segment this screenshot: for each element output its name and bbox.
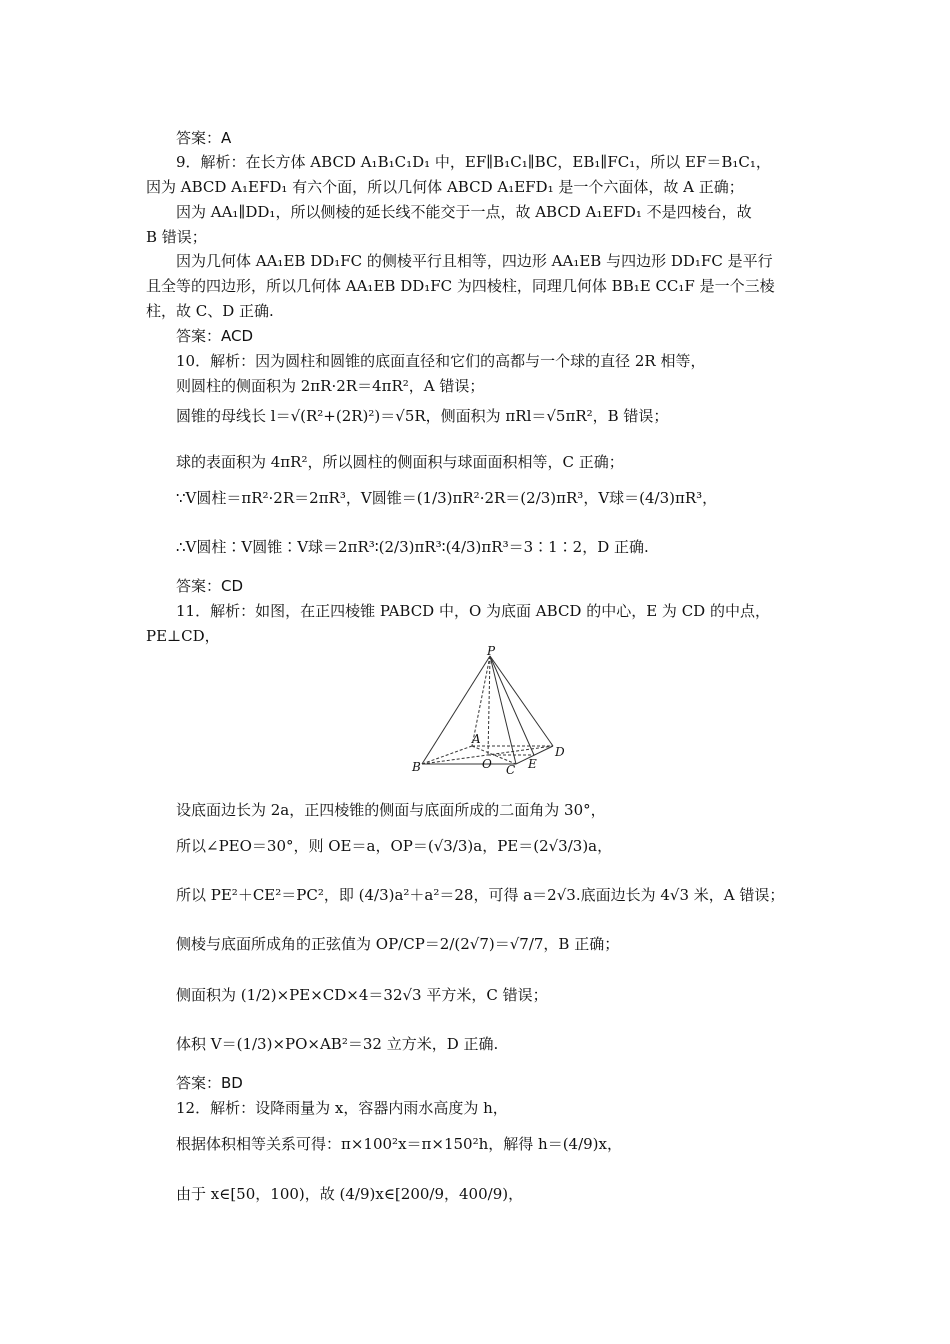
solution-11-line-2: PE⊥CD， <box>146 627 220 645</box>
segment-pe <box>490 656 534 755</box>
solution-10-line-6: ∴V圆柱∶V圆锥∶V球＝2πR³∶(2/3)πR³∶(4/3)πR³＝3∶1∶2，D 正确. <box>176 538 649 556</box>
answer-line-10: 答案：CD <box>176 577 244 595</box>
solution-11-line-1: 11．解析：如图，在正四棱锥 PABCD 中，O 为底面 ABCD 的中心，E 为 CD 的中点， <box>176 602 770 620</box>
label-p: P <box>487 646 496 658</box>
solution-12-line-1: 12．解析：设降雨量为 x，容器内雨水高度为 h， <box>176 1099 508 1117</box>
solution-9-line-3: 因为 AA₁∥DD₁，所以侧棱的延长线不能交于一点，故 ABCD A₁EFD₁ 不是四棱台，故 <box>176 203 752 221</box>
label-a: A <box>472 732 481 746</box>
solution-11-line-8: 体积 V＝(1/3)×PO×AB²＝32 立方米，D 正确. <box>176 1035 499 1053</box>
answer-line-8: 答案：A <box>176 129 232 147</box>
solution-10-line-4: 球的表面积为 4πR²，所以圆柱的侧面积与球面面积相等，C 正确； <box>176 453 624 471</box>
solution-9-line-6: 且全等的四边形，所以几何体 AA₁EB DD₁FC 为四棱柱，同理几何体 BB₁E CC₁F 是一个三棱 <box>146 277 775 295</box>
solution-12-line-2: 根据体积相等关系可得：π×100²x＝π×150²h，解得 h＝(4/9)x， <box>176 1135 622 1153</box>
answer-line-11: 答案：BD <box>176 1074 243 1092</box>
solution-11-line-3: 设底面边长为 2a，正四棱锥的侧面与底面所成的二面角为 30°， <box>176 801 606 819</box>
edge-pb <box>422 656 490 764</box>
solution-11-line-6: 侧棱与底面所成角的正弦值为 OP/CP＝2/(2√7)＝√7/7，B 正确； <box>176 935 620 953</box>
solution-11-line-5: 所以 PE²＋CE²＝PC²，即 (4/3)a²＋a²＝28，可得 a＝2√3.底面边长为 4√3 米，A 错误； <box>176 886 785 904</box>
label-o: O <box>482 757 492 771</box>
solution-9-line-1: 9．解析：在长方体 ABCD A₁B₁C₁D₁ 中，EF∥B₁C₁∥BC，EB₁∥FC₁，所以 EF＝B₁C₁， <box>176 153 771 171</box>
label-e: E <box>528 757 537 771</box>
pyramid-figure <box>408 646 578 778</box>
solution-10-line-5: ∵V圆柱＝πR²·2R＝2πR³，V圆锥＝(1/3)πR²·2R＝(2/3)πR³，V球＝(4/3)πR³， <box>176 489 718 507</box>
solution-9-line-5: 因为几何体 AA₁EB DD₁FC 的侧棱平行且相等，四边形 AA₁EB 与四边形 DD₁FC 是平行 <box>176 252 773 270</box>
solution-11-line-7: 侧面积为 (1/2)×PE×CD×4＝32√3 平方米，C 错误； <box>176 986 548 1004</box>
edge-pd <box>490 656 553 746</box>
solution-9-line-4: B 错误； <box>146 228 207 246</box>
solution-12-line-3: 由于 x∈[50，100)，故 (4/9)x∈[200/9，400/9)， <box>176 1185 524 1203</box>
solution-10-line-3: 圆锥的母线长 l＝√(R²+(2R)²)＝√5R，侧面积为 πRl＝√5πR²，B 错误； <box>176 407 669 425</box>
segment-po <box>488 656 490 755</box>
label-b: B <box>412 760 421 774</box>
label-d: D <box>555 745 565 759</box>
solution-11-line-4: 所以∠PEO＝30°，则 OE＝a，OP＝(√3/3)a，PE＝(2√3/3)a， <box>176 837 613 855</box>
edge-ab <box>422 746 472 764</box>
label-c: C <box>506 763 516 777</box>
solution-10-line-1: 10．解析：因为圆柱和圆锥的底面直径和它们的高都与一个球的直径 2R 相等， <box>176 352 706 370</box>
solution-9-line-7: 柱，故 C、D 正确. <box>146 302 274 320</box>
answer-line-9: 答案：ACD <box>176 327 254 345</box>
solution-10-line-2: 则圆柱的侧面积为 2πR·2R＝4πR²，A 错误； <box>176 377 485 395</box>
edge-pc <box>490 656 516 764</box>
solution-9-line-2: 因为 ABCD A₁EFD₁ 有六个面，所以几何体 ABCD A₁EFD₁ 是一个六面体，故 A 正确； <box>146 178 744 196</box>
